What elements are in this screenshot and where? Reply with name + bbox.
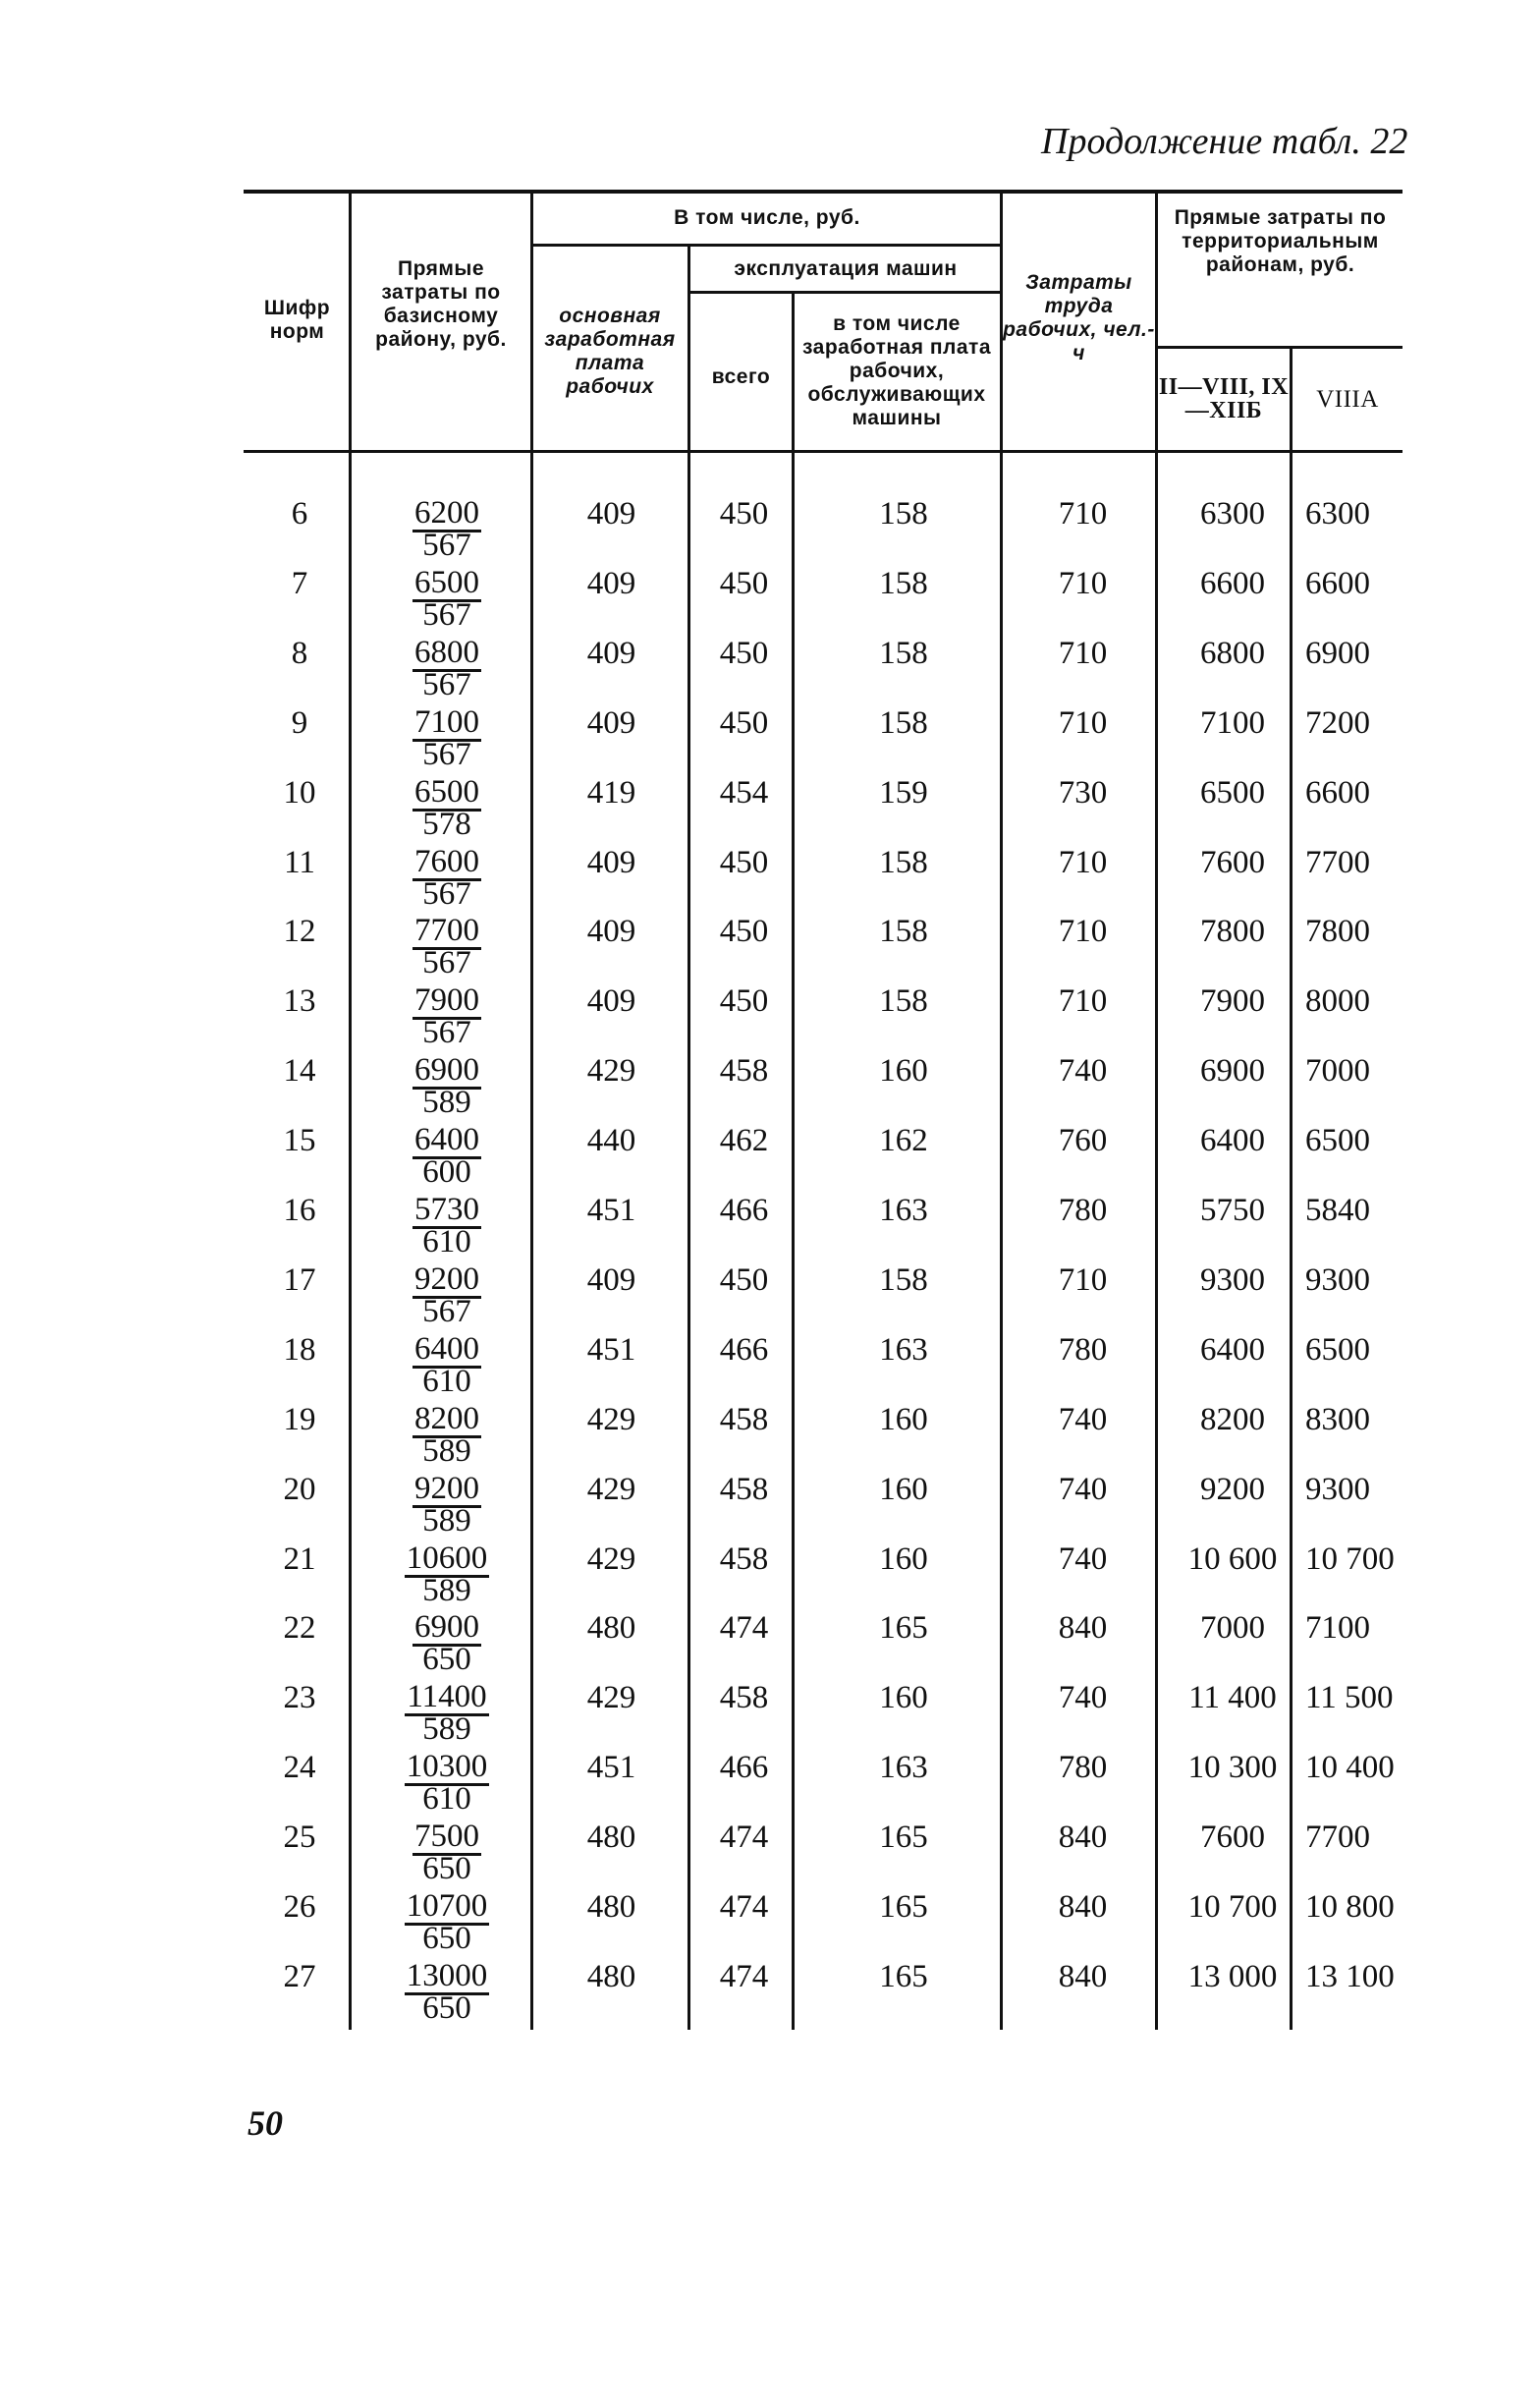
cell-region2: 10 400 <box>1305 1750 1395 1786</box>
cell-code: 20 <box>283 1471 316 1507</box>
cell-zatraty-truda: 710 <box>1058 635 1108 671</box>
direct-cost-value: 7900 <box>414 982 479 1019</box>
direct-cost-value: 7700 <box>414 913 479 949</box>
cell-vsego: 458 <box>719 1053 769 1090</box>
cell-vsego: 458 <box>719 1471 769 1507</box>
cell-v-tom-chisle: 160 <box>879 1680 928 1716</box>
cell-region2: 8300 <box>1305 1401 1370 1437</box>
table-row <box>0 1750 1540 1820</box>
cell-region2: 5840 <box>1305 1193 1370 1228</box>
table-row <box>0 1541 1540 1611</box>
cell-region2: 7700 <box>1305 1820 1370 1856</box>
cell-osnovnaya: 409 <box>586 1261 636 1298</box>
cell-osnovnaya: 429 <box>586 1401 636 1437</box>
cell-v-tom-chisle: 158 <box>879 914 928 950</box>
cell-vsego: 454 <box>719 774 769 811</box>
direct-cost-subvalue: 567 <box>422 666 471 702</box>
header-ekspluatatsiya: эксплуатация машин <box>734 257 958 280</box>
cell-region1: 11 400 <box>1188 1680 1277 1716</box>
direct-cost-subvalue: 567 <box>422 596 471 633</box>
cell-direct-cost <box>378 773 516 842</box>
direct-cost-subvalue: 567 <box>422 875 471 912</box>
header-pryamye: Прямые затраты по базисному району, руб. <box>375 257 507 351</box>
direct-cost-value: 6800 <box>414 634 479 670</box>
cell-zatraty-truda: 730 <box>1058 774 1108 811</box>
table-row <box>0 845 1540 915</box>
cell-osnovnaya: 429 <box>586 1680 636 1716</box>
cell-zatraty-truda: 710 <box>1058 1261 1108 1298</box>
cell-code: 6 <box>291 496 308 532</box>
cell-v-tom-chisle: 158 <box>879 565 928 601</box>
cell-v-tom-chisle: 158 <box>879 635 928 671</box>
page-number: 50 <box>248 2103 283 2143</box>
cell-direct-cost <box>378 564 516 633</box>
cell-direct-cost <box>378 1260 516 1329</box>
cell-vsego: 466 <box>719 1331 769 1368</box>
cell-code: 11 <box>284 844 315 880</box>
cell-osnovnaya: 429 <box>586 1540 636 1577</box>
direct-cost-subvalue: 610 <box>422 1781 471 1818</box>
cell-region2: 9300 <box>1305 1261 1370 1298</box>
table-row <box>0 775 1540 845</box>
cell-code: 23 <box>283 1680 316 1716</box>
cell-zatraty-truda: 840 <box>1058 1889 1108 1925</box>
cell-zatraty-truda: 780 <box>1058 1193 1108 1228</box>
cell-region2: 7000 <box>1305 1053 1370 1090</box>
cell-zatraty-truda: 780 <box>1058 1750 1108 1786</box>
cell-region1: 7600 <box>1200 1820 1265 1856</box>
cell-direct-cost <box>378 1679 516 1748</box>
cell-zatraty-truda: 840 <box>1058 1610 1108 1647</box>
cell-osnovnaya: 409 <box>586 635 636 671</box>
table-row <box>0 1959 1540 2029</box>
header-region1: II—VIII, IX—XIIБ <box>1158 374 1290 423</box>
cell-direct-cost <box>378 1330 516 1399</box>
direct-cost-value: 6400 <box>414 1122 479 1158</box>
direct-cost-subvalue: 650 <box>422 1642 471 1678</box>
cell-zatraty-truda: 740 <box>1058 1471 1108 1507</box>
cell-vsego: 450 <box>719 1261 769 1298</box>
cell-osnovnaya: 480 <box>586 1889 636 1925</box>
cell-direct-cost <box>378 1957 516 2026</box>
cell-vsego: 458 <box>719 1401 769 1437</box>
cell-code: 22 <box>283 1610 316 1647</box>
direct-cost-subvalue: 567 <box>422 528 471 563</box>
rule-under-v-tom-chisle <box>530 244 1002 247</box>
cell-v-tom-chisle: 163 <box>879 1193 928 1228</box>
cell-v-tom-chisle: 162 <box>879 1123 928 1159</box>
cell-v-tom-chisle: 160 <box>879 1540 928 1577</box>
direct-cost-subvalue: 589 <box>422 1711 471 1748</box>
cell-vsego: 466 <box>719 1750 769 1786</box>
cell-v-tom-chisle: 158 <box>879 844 928 880</box>
cell-direct-cost <box>378 495 516 563</box>
cell-direct-cost <box>378 1819 516 1887</box>
cell-osnovnaya: 419 <box>586 774 636 811</box>
table-row <box>0 566 1540 636</box>
cell-vsego: 450 <box>719 983 769 1020</box>
direct-cost-value: 7500 <box>414 1819 479 1855</box>
direct-cost-subvalue: 567 <box>422 1015 471 1051</box>
cell-code: 17 <box>283 1261 316 1298</box>
direct-cost-value: 10700 <box>406 1888 488 1924</box>
cell-region2: 7100 <box>1305 1610 1370 1647</box>
cell-region1: 10 700 <box>1187 1889 1278 1925</box>
cell-code: 14 <box>283 1053 316 1090</box>
cell-direct-cost <box>378 1540 516 1608</box>
direct-cost-subvalue: 567 <box>422 1293 471 1329</box>
direct-cost-value: 10600 <box>406 1540 488 1576</box>
cell-zatraty-truda: 710 <box>1058 914 1108 950</box>
cell-zatraty-truda: 740 <box>1058 1540 1108 1577</box>
cell-region2: 6600 <box>1305 565 1370 601</box>
cell-osnovnaya: 409 <box>586 496 636 532</box>
cell-code: 25 <box>283 1820 316 1856</box>
cell-region2: 10 800 <box>1305 1889 1395 1925</box>
cell-osnovnaya: 440 <box>586 1123 636 1159</box>
cell-zatraty-truda: 710 <box>1058 844 1108 880</box>
cell-code: 15 <box>283 1123 316 1159</box>
cell-region1: 13 000 <box>1187 1958 1278 1994</box>
cell-osnovnaya: 451 <box>586 1750 636 1786</box>
cell-vsego: 474 <box>719 1820 769 1856</box>
cell-v-tom-chisle: 159 <box>879 774 928 811</box>
direct-cost-subvalue: 600 <box>422 1154 471 1191</box>
cell-v-tom-chisle: 160 <box>879 1471 928 1507</box>
table-row <box>0 1332 1540 1402</box>
direct-cost-subvalue: 589 <box>422 1085 471 1121</box>
cell-vsego: 466 <box>719 1193 769 1228</box>
cell-region1: 6400 <box>1200 1123 1265 1159</box>
cell-vsego: 450 <box>719 704 769 741</box>
cell-region1: 5750 <box>1200 1193 1265 1228</box>
direct-cost-subvalue: 650 <box>422 1921 471 1956</box>
direct-cost-value: 6500 <box>414 564 479 600</box>
cell-code: 9 <box>291 704 308 741</box>
cell-zatraty-truda: 710 <box>1058 496 1108 532</box>
cell-direct-cost <box>378 1052 516 1121</box>
cell-v-tom-chisle: 158 <box>879 1261 928 1298</box>
cell-direct-cost <box>378 1609 516 1678</box>
cell-zatraty-truda: 740 <box>1058 1680 1108 1716</box>
cell-direct-cost <box>378 1122 516 1191</box>
direct-cost-value: 7600 <box>414 843 479 879</box>
cell-region1: 9300 <box>1200 1261 1265 1298</box>
cell-zatraty-truda: 780 <box>1058 1331 1108 1368</box>
cell-direct-cost <box>378 1192 516 1260</box>
direct-cost-value: 6900 <box>414 1052 479 1089</box>
header-territorial: Прямые затраты по территориальным районам, руб. <box>1174 206 1387 276</box>
table-row <box>0 1472 1540 1541</box>
cell-vsego: 474 <box>719 1889 769 1925</box>
cell-region2: 6900 <box>1305 635 1370 671</box>
cell-v-tom-chisle: 158 <box>879 704 928 741</box>
cell-v-tom-chisle: 158 <box>879 496 928 532</box>
cell-osnovnaya: 409 <box>586 983 636 1020</box>
cell-osnovnaya: 409 <box>586 704 636 741</box>
cell-region2: 10 700 <box>1305 1540 1395 1577</box>
header-v-tom-chisle-zarplata: в том числе заработная плата рабочих, обслуживающих машины <box>801 312 992 429</box>
table-row <box>0 1820 1540 1889</box>
table-row <box>0 1123 1540 1193</box>
cell-direct-cost <box>378 1470 516 1539</box>
direct-cost-value: 5730 <box>414 1192 479 1227</box>
cell-v-tom-chisle: 160 <box>879 1401 928 1437</box>
cell-code: 27 <box>283 1958 316 1994</box>
header-v-tom-chisle: В том числе, руб. <box>674 206 860 229</box>
cell-direct-cost <box>378 913 516 981</box>
cell-v-tom-chisle: 165 <box>879 1820 928 1856</box>
cell-code: 8 <box>291 635 308 671</box>
cell-osnovnaya: 429 <box>586 1053 636 1090</box>
table-row <box>0 1610 1540 1680</box>
cell-region2: 8000 <box>1305 983 1370 1020</box>
cell-vsego: 462 <box>719 1123 769 1159</box>
cell-region2: 6500 <box>1305 1331 1370 1368</box>
header-shifr: Шифр норм <box>263 297 331 343</box>
cell-region2: 9300 <box>1305 1471 1370 1507</box>
cell-region1: 7100 <box>1200 704 1265 741</box>
cell-region2: 7200 <box>1305 704 1370 741</box>
cell-region1: 7600 <box>1200 844 1265 880</box>
cell-region2: 13 100 <box>1305 1958 1395 1994</box>
cell-code: 13 <box>283 983 316 1020</box>
cell-zatraty-truda: 840 <box>1058 1820 1108 1856</box>
cell-region2: 6500 <box>1305 1123 1370 1159</box>
cell-osnovnaya: 451 <box>586 1331 636 1368</box>
table-caption: Продолжение табл. 22 <box>1041 121 1408 162</box>
header-vsego: всего <box>711 365 771 388</box>
direct-cost-value: 6900 <box>414 1609 479 1646</box>
cell-vsego: 450 <box>719 635 769 671</box>
direct-cost-value: 7100 <box>414 703 479 740</box>
cell-osnovnaya: 429 <box>586 1471 636 1507</box>
direct-cost-subvalue: 589 <box>422 1432 471 1469</box>
cell-v-tom-chisle: 160 <box>879 1053 928 1090</box>
cell-region2: 6300 <box>1305 496 1370 532</box>
table-top-rule <box>244 190 1402 194</box>
cell-direct-cost <box>378 1400 516 1469</box>
cell-v-tom-chisle: 158 <box>879 983 928 1020</box>
direct-cost-subvalue: 567 <box>422 945 471 981</box>
cell-vsego: 458 <box>719 1680 769 1716</box>
table-row <box>0 496 1540 566</box>
cell-region1: 6900 <box>1200 1053 1265 1090</box>
cell-zatraty-truda: 760 <box>1058 1123 1108 1159</box>
table-row <box>0 914 1540 983</box>
direct-cost-subvalue: 567 <box>422 736 471 772</box>
direct-cost-value: 6500 <box>414 773 479 810</box>
table-row <box>0 983 1540 1053</box>
direct-cost-subvalue: 589 <box>422 1502 471 1539</box>
cell-v-tom-chisle: 163 <box>879 1331 928 1368</box>
cell-region2: 11 500 <box>1305 1680 1394 1716</box>
cell-osnovnaya: 409 <box>586 844 636 880</box>
direct-cost-value: 9200 <box>414 1470 479 1506</box>
cell-vsego: 474 <box>719 1958 769 1994</box>
table-row <box>0 1262 1540 1332</box>
cell-zatraty-truda: 710 <box>1058 704 1108 741</box>
direct-cost-value: 10300 <box>406 1749 488 1785</box>
direct-cost-subvalue: 650 <box>422 1989 471 2026</box>
direct-cost-subvalue: 610 <box>422 1224 471 1260</box>
header-bottom-rule <box>244 450 1402 453</box>
rule-under-territorial <box>1157 346 1402 349</box>
cell-osnovnaya: 480 <box>586 1958 636 1994</box>
direct-cost-subvalue: 610 <box>422 1363 471 1399</box>
table-row <box>0 636 1540 705</box>
cell-v-tom-chisle: 165 <box>879 1958 928 1994</box>
cell-v-tom-chisle: 165 <box>879 1889 928 1925</box>
cell-osnovnaya: 451 <box>586 1193 636 1228</box>
direct-cost-value: 8200 <box>414 1400 479 1436</box>
rule-under-ekspluatatsiya <box>689 291 1002 294</box>
cell-vsego: 450 <box>719 844 769 880</box>
cell-zatraty-truda: 740 <box>1058 1401 1108 1437</box>
cell-vsego: 450 <box>719 565 769 601</box>
cell-region1: 7800 <box>1200 914 1265 950</box>
cell-region1: 10 600 <box>1187 1540 1278 1577</box>
cell-code: 21 <box>283 1540 316 1577</box>
cell-region1: 10 300 <box>1187 1750 1278 1786</box>
cell-region2: 7700 <box>1305 844 1370 880</box>
cell-code: 12 <box>283 914 316 950</box>
cell-direct-cost <box>378 843 516 912</box>
direct-cost-value: 6400 <box>414 1330 479 1367</box>
cell-direct-cost <box>378 982 516 1051</box>
table-row <box>0 1402 1540 1472</box>
cell-region2: 6600 <box>1305 774 1370 811</box>
table-row <box>0 1193 1540 1262</box>
header-region2: VIIIA <box>1316 386 1379 413</box>
header-osnovnaya: основная заработная плата рабочих <box>544 305 676 398</box>
cell-direct-cost <box>378 703 516 772</box>
direct-cost-value: 6200 <box>414 495 479 531</box>
cell-vsego: 458 <box>719 1540 769 1577</box>
cell-direct-cost <box>378 1888 516 1956</box>
direct-cost-subvalue: 578 <box>422 806 471 842</box>
cell-region1: 6800 <box>1200 635 1265 671</box>
cell-code: 24 <box>283 1750 316 1786</box>
cell-code: 16 <box>283 1193 316 1228</box>
cell-region1: 6300 <box>1200 496 1265 532</box>
header-zatraty-truda: Затраты труда рабочих, чел.-ч <box>1003 271 1155 364</box>
cell-osnovnaya: 409 <box>586 914 636 950</box>
cell-region1: 7900 <box>1200 983 1265 1020</box>
cell-osnovnaya: 480 <box>586 1610 636 1647</box>
cell-zatraty-truda: 710 <box>1058 565 1108 601</box>
cell-v-tom-chisle: 165 <box>879 1610 928 1647</box>
direct-cost-value: 9200 <box>414 1260 479 1297</box>
table-row <box>0 1053 1540 1123</box>
cell-code: 18 <box>283 1331 316 1368</box>
cell-osnovnaya: 480 <box>586 1820 636 1856</box>
cell-region1: 8200 <box>1200 1401 1265 1437</box>
cell-code: 7 <box>291 565 308 601</box>
cell-osnovnaya: 409 <box>586 565 636 601</box>
cell-region1: 6500 <box>1200 774 1265 811</box>
cell-code: 19 <box>283 1401 316 1437</box>
cell-region1: 6600 <box>1200 565 1265 601</box>
cell-vsego: 474 <box>719 1610 769 1647</box>
cell-zatraty-truda: 740 <box>1058 1053 1108 1090</box>
cell-direct-cost <box>378 1749 516 1818</box>
direct-cost-subvalue: 589 <box>422 1572 471 1608</box>
cell-code: 10 <box>283 774 316 811</box>
cell-vsego: 450 <box>719 914 769 950</box>
cell-region2: 7800 <box>1305 914 1370 950</box>
cell-vsego: 450 <box>719 496 769 532</box>
cell-code: 26 <box>283 1889 316 1925</box>
table-row <box>0 1680 1540 1750</box>
cell-zatraty-truda: 710 <box>1058 983 1108 1020</box>
direct-cost-subvalue: 650 <box>422 1851 471 1887</box>
cell-region1: 7000 <box>1200 1610 1265 1647</box>
direct-cost-value: 11400 <box>407 1679 487 1715</box>
cell-direct-cost <box>378 636 516 700</box>
table-row <box>0 1889 1540 1959</box>
table-row <box>0 705 1540 775</box>
cell-region1: 9200 <box>1200 1471 1265 1507</box>
cell-v-tom-chisle: 163 <box>879 1750 928 1786</box>
cell-region1: 6400 <box>1200 1331 1265 1368</box>
direct-cost-value: 13000 <box>406 1957 488 1993</box>
cell-zatraty-truda: 840 <box>1058 1958 1108 1994</box>
